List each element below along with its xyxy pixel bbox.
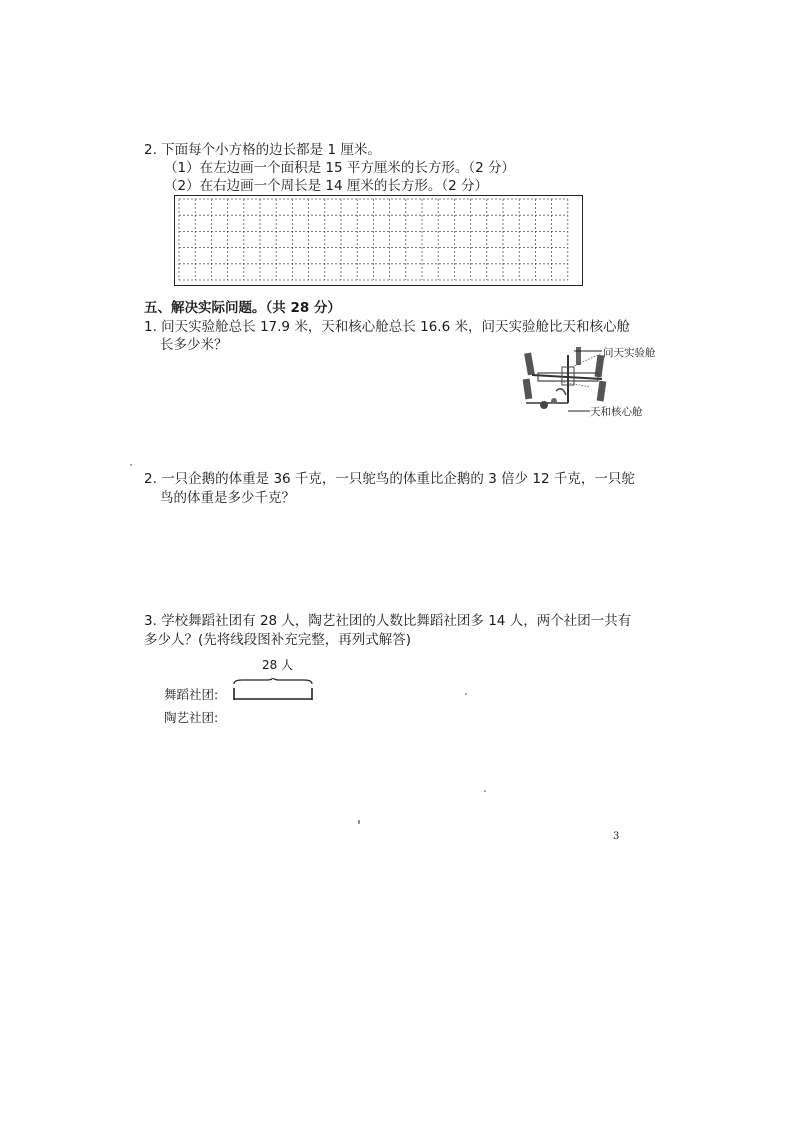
- scan-speck: [130, 464, 132, 466]
- row-dance: 舞蹈社团:: [164, 687, 219, 702]
- scan-speck: [358, 820, 360, 824]
- p2-line2: 鸟的体重是多少千克？: [160, 490, 295, 506]
- page-number: 3: [613, 831, 620, 842]
- p3-line2: 多少人？(先将线段图补充完整，再列式解答): [144, 632, 412, 648]
- label-tianhe: 天和核心舱: [590, 406, 643, 418]
- p1-line1: 1. 问天实验舱总长 17.9 米，天和核心舱总长 16.6 米，问天实验舱比天和核心舱: [144, 319, 630, 335]
- scan-speck: [484, 790, 486, 792]
- scan-speck: [465, 693, 467, 695]
- q2-title: 2. 下面每个小方格的边长都是 1 厘米。: [144, 142, 381, 158]
- q2-sub2: （2）在右边画一个周长是 14 厘米的长方形。（2 分）: [164, 178, 488, 194]
- p3-line1: 3. 学校舞蹈社团有 28 人，陶艺社团的人数比舞蹈社团多 14 人，两个社团一共有: [144, 613, 632, 629]
- segment-label: 28 人: [262, 658, 294, 672]
- q2-sub1: （1）在左边画一个面积是 15 平方厘米的长方形。（2 分）: [164, 160, 515, 176]
- row-pottery: 陶艺社团:: [164, 710, 219, 725]
- p2-line1: 2. 一只企鹅的体重是 36 千克，一只鸵鸟的体重比企鹅的 3 倍少 12 千克，一只鸵: [144, 471, 635, 487]
- segment-bracket: [232, 678, 314, 702]
- p1-line2: 长多少米？: [160, 337, 228, 353]
- section5-heading: 五、解决实际问题。（共 28 分）: [144, 300, 341, 316]
- label-wentian: 问天实验舱: [603, 347, 656, 359]
- grid-lines: [175, 196, 583, 286]
- square-grid[interactable]: [174, 195, 583, 286]
